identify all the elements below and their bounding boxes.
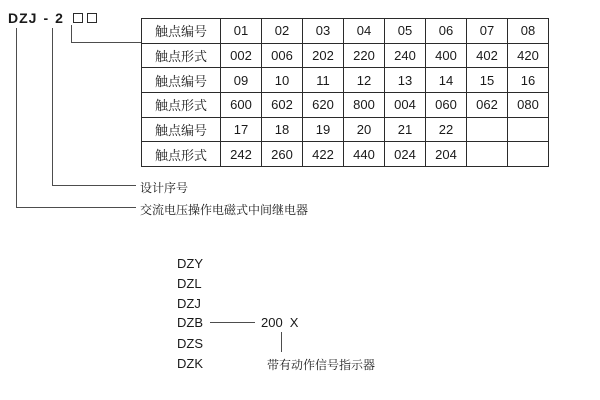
- contact-number-cell: 07: [467, 19, 508, 44]
- contact-number-cell: 02: [262, 19, 303, 44]
- contact-number-cell: 19: [303, 117, 344, 142]
- table-row: [142, 92, 549, 117]
- contact-number-cell: [467, 117, 508, 142]
- model-designation: [8, 10, 97, 26]
- contact-form-cell: 260: [262, 142, 303, 167]
- contact-form-cell: 400: [426, 43, 467, 68]
- row-label: 触点编号: [142, 19, 221, 44]
- model-prefix: DZJ: [8, 10, 38, 26]
- contact-form-cell: 006: [262, 43, 303, 68]
- contact-form-cell: 062: [467, 92, 508, 117]
- indicator-connector-line: [281, 332, 282, 352]
- contact-number-cell: 15: [467, 68, 508, 93]
- contact-number-cell: [508, 117, 549, 142]
- contact-form-cell: 420: [508, 43, 549, 68]
- contact-form-cell: 620: [303, 92, 344, 117]
- contact-number-cell: 16: [508, 68, 549, 93]
- table-row: [142, 43, 549, 68]
- contact-code-table: [141, 18, 549, 167]
- row-label: 触点形式: [142, 92, 221, 117]
- contact-number-cell: 13: [385, 68, 426, 93]
- contact-number-cell: 11: [303, 68, 344, 93]
- legend-item-dzb-label: DZB: [177, 315, 203, 330]
- legend-item-dzl: DZL: [177, 276, 202, 291]
- dzb-model-number: 200: [261, 315, 283, 330]
- table-row: [142, 117, 549, 142]
- legend-item-dzy: DZY: [177, 256, 203, 271]
- contact-form-cell: 240: [385, 43, 426, 68]
- dzb-model-suffix: X: [289, 315, 299, 330]
- legend-item-dzb: [177, 315, 298, 330]
- contact-form-cell: 440: [344, 142, 385, 167]
- contact-form-cell: 602: [262, 92, 303, 117]
- contact-number-cell: 03: [303, 19, 344, 44]
- contact-form-cell: 242: [221, 142, 262, 167]
- row-label: 触点形式: [142, 43, 221, 68]
- connector-line-design-serial: [52, 28, 136, 186]
- table-row: [142, 142, 549, 167]
- contact-form-cell: 002: [221, 43, 262, 68]
- contact-number-cell: 20: [344, 117, 385, 142]
- design-serial-label: 设计序号: [140, 181, 189, 195]
- contact-form-cell: 204: [426, 142, 467, 167]
- contact-form-cell: 402: [467, 43, 508, 68]
- contact-form-cell: 202: [303, 43, 344, 68]
- legend-item-dzj: DZJ: [177, 296, 201, 311]
- connector-line-contact-code: [71, 25, 142, 43]
- contact-number-cell: 05: [385, 19, 426, 44]
- contact-form-cell: 800: [344, 92, 385, 117]
- contact-form-cell: 220: [344, 43, 385, 68]
- dzb-connector-line: [210, 322, 255, 323]
- contact-number-cell: 12: [344, 68, 385, 93]
- legend-item-dzs: DZS: [177, 336, 203, 351]
- contact-number-cell: 22: [426, 117, 467, 142]
- contact-number-cell: 09: [221, 68, 262, 93]
- contact-number-cell: 08: [508, 19, 549, 44]
- row-label: 触点编号: [142, 68, 221, 93]
- table-row: [142, 19, 549, 44]
- contact-number-cell: 06: [426, 19, 467, 44]
- row-label: 触点形式: [142, 142, 221, 167]
- contact-form-cell: 600: [221, 92, 262, 117]
- contact-number-cell: 21: [385, 117, 426, 142]
- legend-item-dzk: DZK: [177, 356, 203, 371]
- table-row: [142, 68, 549, 93]
- contact-form-cell: 422: [303, 142, 344, 167]
- contact-number-cell: 17: [221, 117, 262, 142]
- contact-number-cell: 04: [344, 19, 385, 44]
- contact-form-cell: [467, 142, 508, 167]
- contact-number-cell: 10: [262, 68, 303, 93]
- contact-number-cell: 01: [221, 19, 262, 44]
- contact-number-cell: 18: [262, 117, 303, 142]
- contact-form-cell: 060: [426, 92, 467, 117]
- model-design-number: 2: [55, 10, 64, 26]
- indicator-note-label: 带有动作信号指示器: [267, 358, 376, 372]
- contact-number-cell: 14: [426, 68, 467, 93]
- row-label: 触点编号: [142, 117, 221, 142]
- contact-form-cell: 024: [385, 142, 426, 167]
- relay-type-label: 交流电压操作电磁式中间继电器: [140, 203, 309, 217]
- contact-form-cell: [508, 142, 549, 167]
- model-separator: -: [43, 10, 50, 26]
- contact-code-box-2: [87, 13, 97, 23]
- contact-form-cell: 080: [508, 92, 549, 117]
- contact-code-box-1: [73, 13, 83, 23]
- contact-form-cell: 004: [385, 92, 426, 117]
